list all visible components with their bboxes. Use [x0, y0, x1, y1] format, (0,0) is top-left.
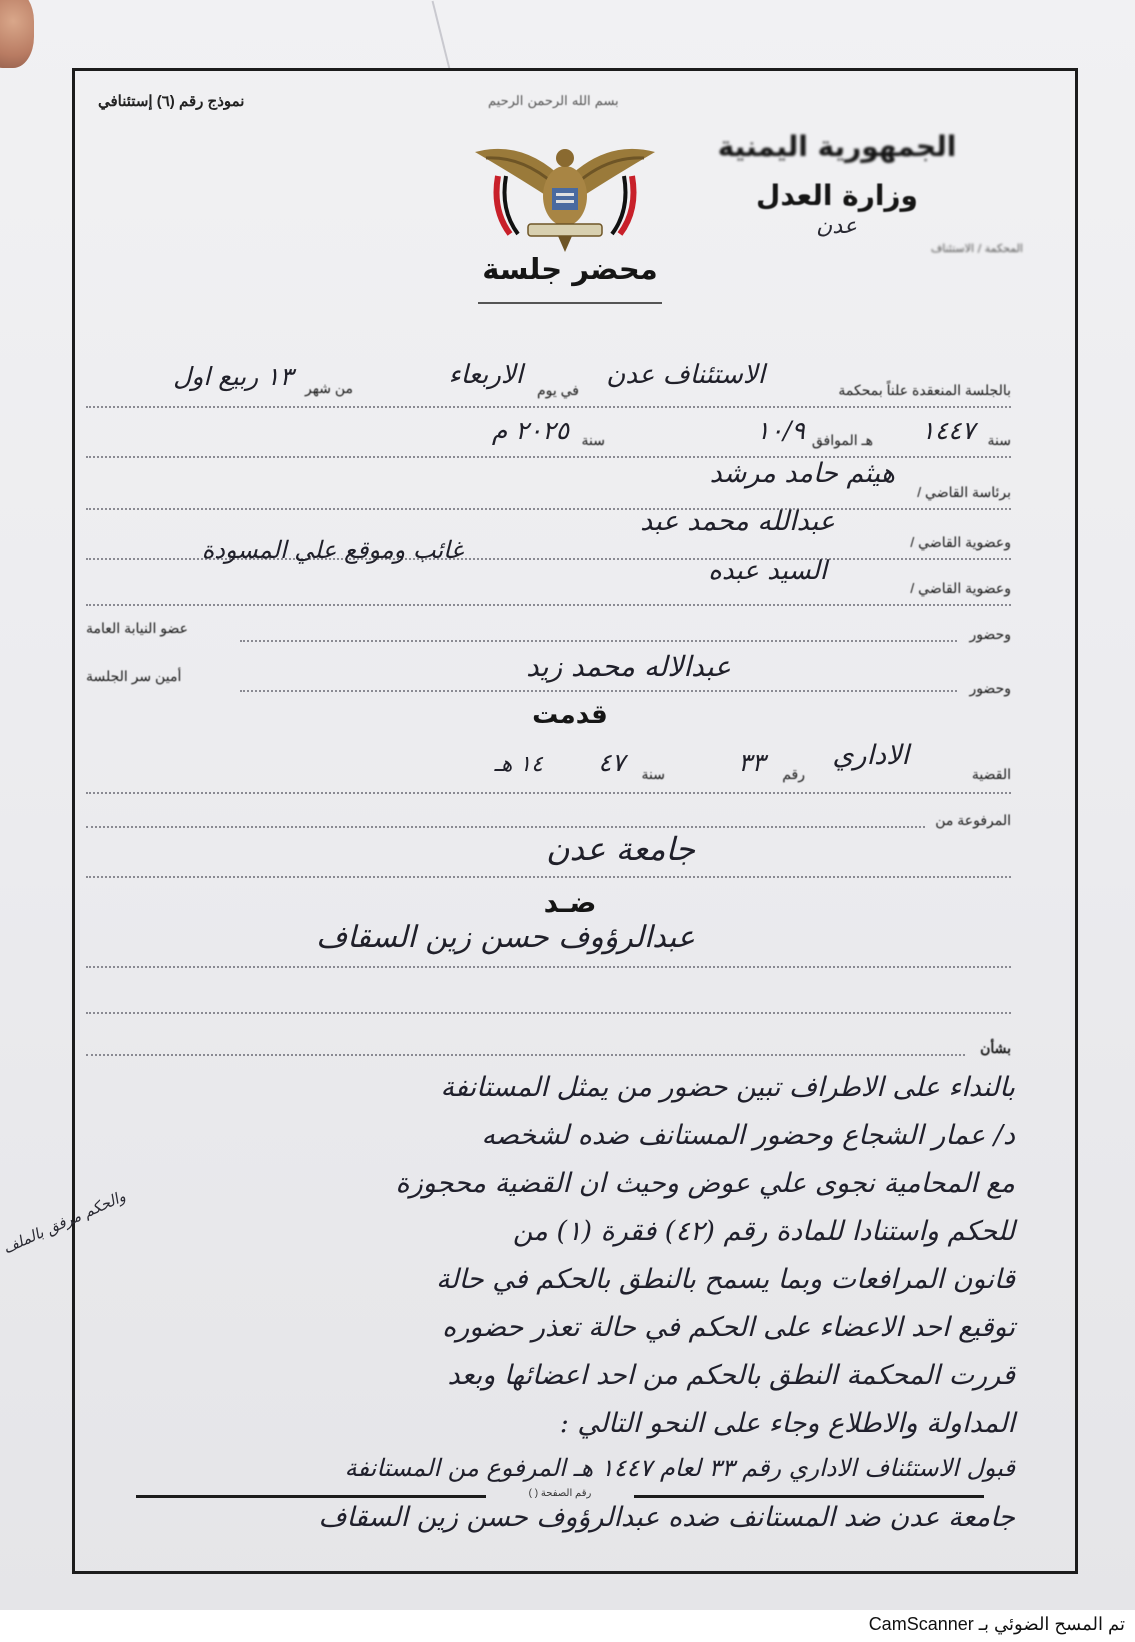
eagle-emblem-icon	[470, 136, 660, 254]
thumb-in-photo	[0, 0, 34, 68]
presidency-handwritten: هيثم حامد مرشد	[709, 458, 895, 489]
attendance-label: وحضور	[969, 626, 1011, 642]
body-line-2: د/ عمار الشجاع وحضور المستانف ضده لشخصه	[481, 1120, 1015, 1151]
corresponding-handwritten: ١٠/٩	[756, 416, 805, 445]
hijri-suffix: ١٤ هـ	[494, 752, 543, 777]
dotted-line	[86, 508, 1011, 510]
republic-name: الجمهورية اليمنية	[717, 130, 957, 163]
session-court-handwritten: الاستئناف عدن	[606, 360, 765, 390]
dotted-line	[240, 640, 957, 642]
defendant-handwritten: عبدالرؤوف حسن زين السقاف	[316, 920, 695, 955]
absent-note-handwritten: غائب وموقع علي المسودة	[201, 536, 463, 564]
footer-rule-right	[634, 1495, 984, 1498]
dotted-line	[86, 604, 1011, 606]
member2-label: وعضوية القاضي /	[910, 580, 1011, 596]
page-number: رقم الصفحة ( )	[528, 1488, 592, 1499]
greg-year-handwritten: ٢٠٢٥ م	[491, 416, 569, 445]
session-intro-label: بالجلسة المنعقدة علناً بمحكمة	[838, 382, 1011, 398]
case-number-handwritten: ٣٣	[738, 748, 765, 777]
body-line-5: قانون المرافعات وبما يسمح بالنطق بالحكم في حالة	[436, 1264, 1015, 1295]
issuing-authority	[687, 130, 987, 212]
dotted-line	[86, 876, 1011, 878]
dotted-line	[86, 792, 1011, 794]
dotted-line	[86, 966, 1011, 968]
court-handwritten: عدن	[816, 214, 857, 239]
prosecution-label: عضو النيابة العامة	[86, 620, 188, 636]
member1-handwritten: عبدالله محمد عبد	[640, 506, 835, 537]
camscanner-watermark: تم المسح الضوئي بـ CamScanner	[868, 1614, 1125, 1634]
document-title: محضر جلسة	[482, 252, 658, 286]
dotted-line	[86, 1054, 965, 1056]
presented-heading: قدمت	[532, 700, 608, 730]
body-line-6: توقيع احد الاعضاء على الحكم في حالة تعذر حضوره	[442, 1312, 1015, 1343]
dotted-line	[86, 406, 1011, 408]
member1-label: وعضوية القاضي /	[910, 534, 1011, 550]
secretary-label: أمين سر الجلسة	[86, 668, 182, 684]
case-year-handwritten: ٤٧	[598, 748, 625, 777]
footer-rule-left	[136, 1495, 486, 1498]
dotted-line	[240, 690, 957, 692]
filed-by-label: المرفوعة من	[935, 812, 1011, 828]
regarding-label: بشأن	[980, 1040, 1011, 1056]
body-line-4: للحكم واستنادا للمادة رقم (٤٢) فقرة (١) من	[512, 1216, 1015, 1247]
form-number: نموذج رقم (٦) إستئنافي	[98, 93, 245, 110]
attendance2-label: وحضور	[969, 680, 1011, 696]
form-frame	[72, 68, 1078, 1574]
body-line-10: جامعة عدن ضد المستانف ضده عبدالرؤوف حسن زين السقاف	[318, 1502, 1015, 1533]
scan-footer	[0, 1610, 1135, 1642]
member2-handwritten: السيد عبده	[708, 556, 827, 586]
year-label: سنة	[987, 432, 1011, 448]
dotted-line	[86, 826, 925, 828]
corresponding-label: هـ الموافق	[811, 432, 873, 448]
presidency-label: برئاسة القاضي /	[917, 484, 1011, 500]
basmala: بسم الله الرحمن الرحيم	[488, 94, 619, 109]
paper-fold	[432, 1, 451, 69]
body-line-8: المداولة والاطلاع وجاء على النحو التالي :	[559, 1408, 1015, 1439]
month-label: من شهر	[305, 380, 353, 396]
day-label: في يوم	[536, 382, 579, 398]
greg-year-label: سنة	[581, 432, 605, 448]
court-label: المحكمة / الاستئناف	[930, 242, 1023, 255]
dotted-line	[86, 1012, 1011, 1014]
case-label: القضية	[971, 766, 1011, 782]
year-handwritten: ١٤٤٧	[921, 416, 975, 445]
margin-note-handwritten: والحكم مرفق بالملف	[0, 1187, 129, 1258]
body-line-3: مع المحامية نجوى علي عوض وحيث ان القضية محجوزة	[395, 1168, 1015, 1199]
body-line-7: قررت المحكمة النطق بالحكم من احد اعضائها وبعد	[447, 1360, 1015, 1391]
secretary-handwritten: عبدالاله محمد زيد	[526, 650, 731, 683]
body-line-9: قبول الاستئناف الاداري رقم ٣٣ لعام ١٤٤٧ هـ المرفوع من المستانفة	[344, 1454, 1015, 1482]
against-heading: ضـد	[543, 886, 597, 919]
title-underline	[478, 302, 662, 304]
case-type-handwritten: الاداري	[832, 740, 909, 771]
case-year-label: سنة	[641, 766, 665, 782]
day-handwritten: الاربعاء	[448, 360, 523, 390]
ministry-name: وزارة العدل	[756, 179, 918, 212]
plaintiff-handwritten: جامعة عدن	[546, 830, 695, 868]
month-handwritten: ١٣ ربيع اول	[173, 362, 293, 391]
case-number-label: رقم	[782, 766, 805, 782]
body-line-1: بالنداء على الاطراف تبين حضور من يمثل المستانفة	[440, 1072, 1015, 1103]
